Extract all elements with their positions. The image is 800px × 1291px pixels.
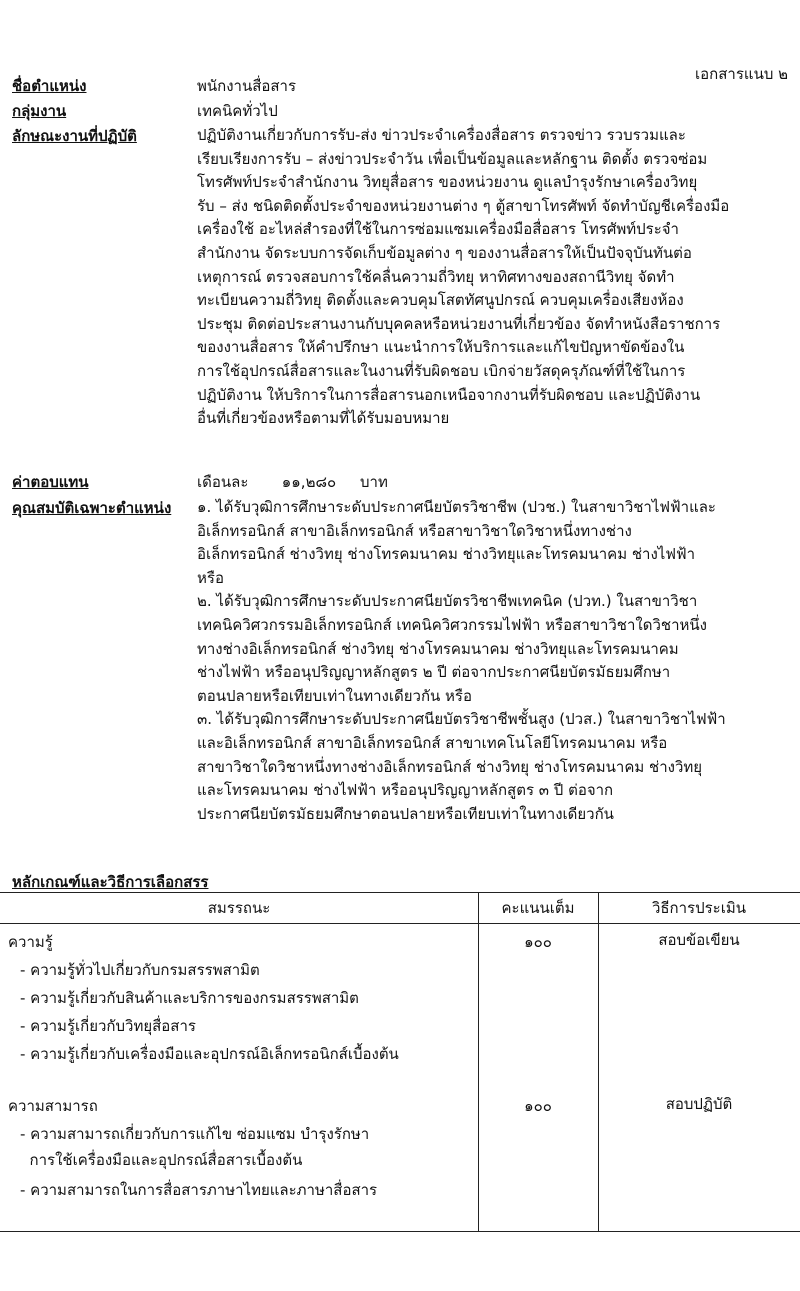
qualification-line: หรือ xyxy=(197,568,224,587)
qualification-line: ๓. ได้รับวุฒิการศึกษาระดับประกาศนียบัตรวิชาชีพชั้นสูง (ปวส.) ในสาขาวิชาไฟฟ้า xyxy=(197,710,726,729)
table-header xyxy=(0,893,800,924)
duties-text xyxy=(197,124,792,431)
header-method: วิธีการประเมิน xyxy=(651,899,747,917)
row-method: สอบปฏิบัติ xyxy=(665,1095,733,1113)
row-score: ๑๐๐ xyxy=(524,933,552,951)
row-score: ๑๐๐ xyxy=(524,1097,552,1115)
row-item: - ความรู้เกี่ยวกับวิทยุสื่อสาร xyxy=(20,1017,196,1035)
qualification-line: ทางช่างอิเล็กทรอนิกส์ ช่างวิทยุ ช่างโทรคมนาคม ช่างวิทยุและโทรคมนาคม xyxy=(197,639,679,658)
row-item: - ความสามารถในการสื่อสารภาษาไทยและภาษาสื่อสาร xyxy=(20,1181,378,1199)
row-item: - ความรู้เกี่ยวกับสินค้าและบริการของกรมสรรพสามิต xyxy=(20,989,359,1007)
row-category: ความสามารถ xyxy=(8,1097,98,1115)
duties-line: ทะเบียนความถี่วิทยุ ติดตั้งและควบคุมโสตทัศนูปกรณ์ ควบคุมเครื่องเสียงห้อง xyxy=(197,291,684,310)
row-item: - ความรู้ทั่วไปเกี่ยวกับกรมสรรพสามิต xyxy=(20,961,260,979)
qualification-line: เทคนิควิศวกรรมอิเล็กทรอนิกส์ เทคนิควิศวกรรมไฟฟ้า หรือสาขาวิชาใดวิชาหนึ่ง xyxy=(197,615,707,634)
duties-line: เหตุการณ์ ตรวจสอบการใช้คลื่นความถี่วิทยุ หาทิศทางของสถานีวิทยุ จัดทำ xyxy=(197,267,675,286)
duties-line: โทรศัพท์ประจำสำนักงาน วิทยุสื่อสาร ของหน่วยงาน ดูแลบำรุงรักษาเครื่องวิทยุ xyxy=(197,173,698,192)
duties-line: รับ – ส่ง ชนิดติดตั้งประจำของหน่วยงานต่าง ๆ ตู้สาขาโทรศัพท์ จัดทำบัญชีเครื่องมือ xyxy=(197,196,730,215)
row-item: - ความรู้เกี่ยวกับเครื่องมือและอุปกรณ์อิเล็กทรอนิกส์เบื้องต้น xyxy=(20,1045,399,1063)
qualification-line: ๒. ได้รับวุฒิการศึกษาระดับประกาศนียบัตรวิชาชีพเทคนิค (ปวท.) ในสาขาวิชา xyxy=(197,592,698,611)
qualifications-text xyxy=(197,496,792,826)
duties-line: ของงานสื่อสาร ให้คำปรึกษา แนะนำการให้บริการและแก้ไขปัญหาขัดข้องใน xyxy=(197,338,685,357)
duties-label: ลักษณะงานที่ปฏิบัติ xyxy=(12,127,137,145)
qualification-line: ช่างไฟฟ้า หรืออนุปริญญาหลักสูตร ๒ ปี ต่อจากประกาศนียบัตรมัธยมศึกษา xyxy=(197,663,671,682)
work-group-label: กลุ่มงาน xyxy=(12,102,67,120)
position-name-label: ชื่อตำแหน่ง xyxy=(12,77,87,95)
document-reference: เอกสารแนบ ๒ xyxy=(695,65,788,83)
qualification-line: อิเล็กทรอนิกส์ สาขาอิเล็กทรอนิกส์ หรือสาขาวิชาใดวิชาหนึ่งทางช่าง xyxy=(197,521,632,540)
duties-line: ปฏิบัติงาน ให้บริการในการสื่อสารนอกเหนือจากงานที่รับผิดชอบ และปฏิบัติงาน xyxy=(197,385,701,404)
compensation-value: เดือนละ ๑๑,๒๘๐ บาท xyxy=(197,473,388,491)
duties-line: อื่นที่เกี่ยวข้องหรือตามที่ได้รับมอบหมาย xyxy=(197,409,450,428)
qualification-line: และอิเล็กทรอนิกส์ สาขาอิเล็กทรอนิกส์ สาขาเทคโนโลยีโทรคมนาคม หรือ xyxy=(197,733,668,752)
duties-line: ประชุม ติดต่อประสานงานกับบุคคลหรือหน่วยงานที่เกี่ยวข้อง จัดทำหนังสือราชการ xyxy=(197,314,721,333)
duties-line: เครื่องใช้ อะไหล่สำรองที่ใช้ในการซ่อมแซมเครื่องมือสื่อสาร โทรศัพท์ประจำ xyxy=(197,220,679,239)
qualification-line: ตอนปลายหรือเทียบเท่าในทางเดียวกัน หรือ xyxy=(197,686,472,705)
work-group-value: เทคนิคทั่วไป xyxy=(197,102,278,120)
header-competency: สมรรถนะ xyxy=(207,899,271,917)
qualification-line: และโทรคมนาคม ช่างไฟฟ้า หรืออนุปริญญาหลักสูตร ๓ ปี ต่อจาก xyxy=(197,781,614,800)
position-name-value: พนักงานสื่อสาร xyxy=(197,77,297,95)
duties-line: การใช้อุปกรณ์สื่อสารและในงานที่รับผิดชอบ เบิกจ่ายวัสดุครุภัณฑ์ที่ใช้ในการ xyxy=(197,361,686,380)
duties-line: เรียบเรียงการรับ – ส่งข่าวประจำวัน เพื่อเป็นข้อมูลและหลักฐาน ติดตั้ง ตรวจซ่อม xyxy=(197,149,708,168)
duties-line: สำนักงาน จัดระบบการจัดเก็บข้อมูลต่าง ๆ ของงานสื่อสารให้เป็นปัจจุบันทันต่อ xyxy=(197,243,692,262)
qualification-line: ๑. ได้รับวุฒิการศึกษาระดับประกาศนียบัตรวิชาชีพ (ปวช.) ในสาขาวิชาไฟฟ้าและ xyxy=(197,498,716,516)
qualification-line: อิเล็กทรอนิกส์ ช่างวิทยุ ช่างโทรคมนาคม ช่างวิทยุและโทรคมนาคม ช่างไฟฟ้า xyxy=(197,545,696,564)
compensation-label: ค่าตอบแทน xyxy=(12,473,89,491)
qualification-line: สาขาวิชาใดวิชาหนึ่งทางช่างอิเล็กทรอนิกส์ ช่างวิทยุ ช่างโทรคมนาคม ช่างวิทยุ xyxy=(197,757,703,776)
row-category: ความรู้ xyxy=(8,933,53,951)
qualification-line: ประกาศนียบัตรมัธยมศึกษาตอนปลายหรือเทียบเท่าในทางเดียวกัน xyxy=(197,804,614,823)
duties-line: ปฏิบัติงานเกี่ยวกับการรับ-ส่ง ข่าวประจำเครื่องสื่อสาร ตรวจข่าว รวบรวมและ xyxy=(197,126,686,144)
header-full-score: คะแนนเต็ม xyxy=(501,899,575,917)
row-item: - ความสามารถเกี่ยวกับการแก้ไข ซ่อมแซม บำรุงรักษา xyxy=(20,1125,370,1143)
row-method: สอบข้อเขียน xyxy=(658,931,740,949)
selection-title: หลักเกณฑ์และวิธีการเลือกสรร xyxy=(12,873,209,891)
qualifications-label: คุณสมบัติเฉพาะตำแหน่ง xyxy=(12,499,172,517)
row-item: การใช้เครื่องมือและอุปกรณ์สื่อสารเบื้องต้น xyxy=(20,1151,303,1169)
